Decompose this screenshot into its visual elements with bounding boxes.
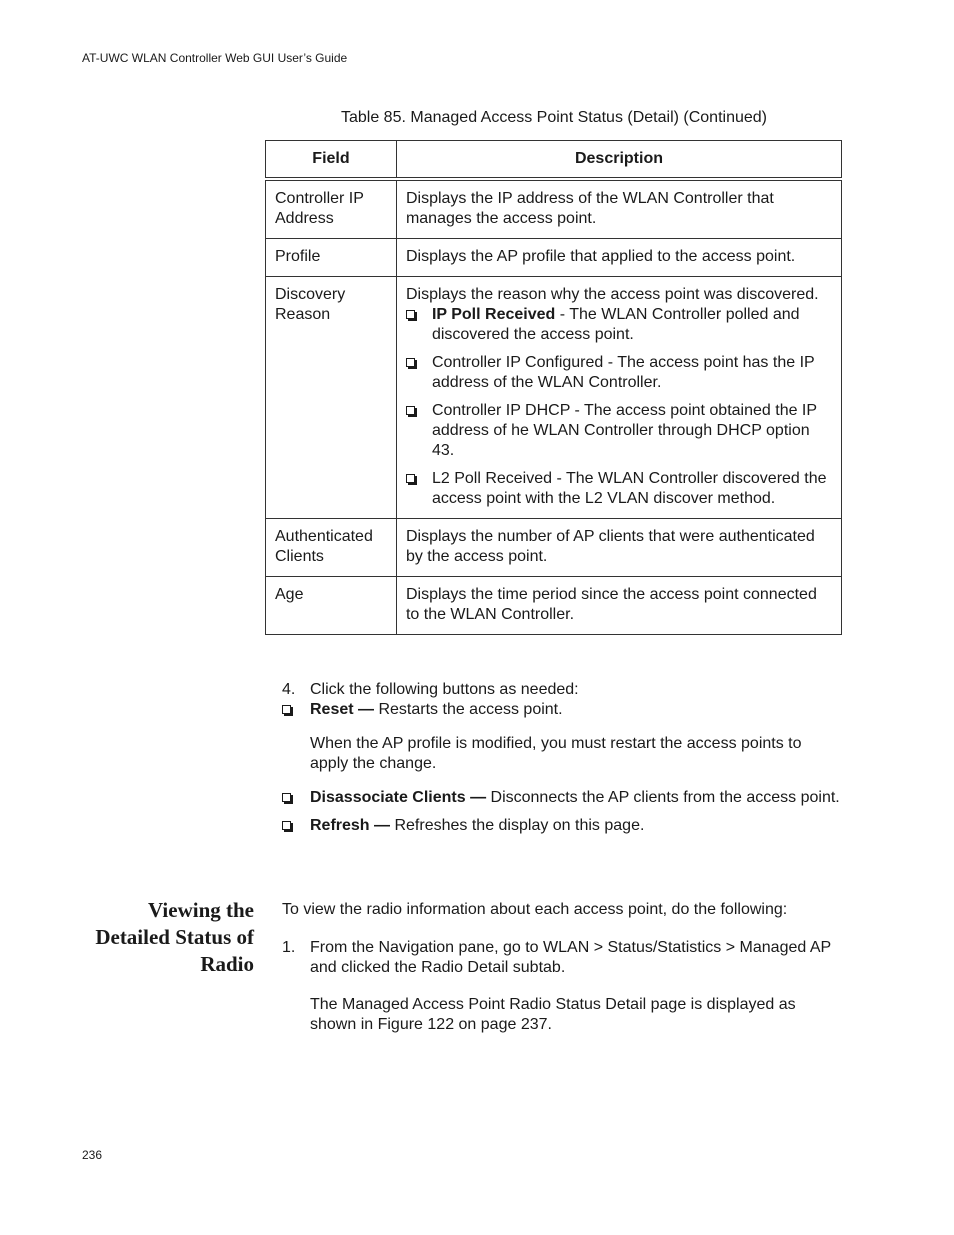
item-text: - The WLAN Controller polled and discovered the access point. [431,306,800,343]
status-table [265,140,842,635]
list-item [282,816,842,836]
button-name: Refresh — [310,817,391,834]
item-bold: IP Poll Received [431,306,556,323]
description-cell: Displays the time period since the access point connected to the WLAN Controller. [396,577,841,635]
step-text: From the Navigation pane, go to WLAN > Status/Statistics > Managed AP and clicked the Radio Detail subtab. [310,939,831,976]
table-row [266,577,842,635]
step-number: 1. [282,939,296,956]
list-item [406,353,832,393]
button-name: Disassociate Clients — [310,789,487,806]
button-description: Disconnects the AP clients from the access point. [486,789,840,806]
square-bullet-icon [406,358,415,367]
square-bullet-icon [406,406,415,415]
table-header-row [266,141,842,180]
list-item [406,305,832,345]
item-text: Controller IP DHCP - The access point obtained the IP address of he WLAN Controller through DHCP option 43. [431,402,817,459]
square-bullet-icon [406,310,415,319]
section-body [282,900,842,1035]
list-item [406,401,832,461]
step-result: The Managed Access Point Radio Status Detail page is displayed as shown in Figure 122 on page 237. [310,996,796,1033]
column-header-description: Description [396,141,841,180]
item-text: Controller IP Configured - The access point has the IP address of the WLAN Controller. [431,354,815,391]
table-row [266,239,842,277]
table-row [266,179,842,239]
column-header-field: Field [266,141,397,180]
table-row [266,519,842,577]
section-heading: Viewing the Detailed Status of Radio [95,898,254,976]
square-bullet-icon [282,793,291,802]
description-cell: Displays the IP address of the WLAN Controller that manages the access point. [396,179,841,239]
field-cell: Age [266,577,397,635]
running-header: AT-UWC WLAN Controller Web GUI User’s Guide [82,51,348,65]
description-cell: Displays the AP profile that applied to the access point. [396,239,841,277]
square-bullet-icon [406,474,415,483]
field-cell: Authenticated Clients [266,519,397,577]
list-item [282,788,842,808]
description-text: Displays the reason why the access point was discovered. [405,286,819,303]
field-cell: Controller IP Address [266,179,397,239]
page-number: 236 [82,1148,103,1162]
button-description: Restarts the access point. [374,701,563,718]
field-cell: Discovery Reason [266,277,397,519]
description-cell [396,277,841,519]
table-caption: Table 85. Managed Access Point Status (Detail) (Continued) [340,109,767,126]
button-name: Reset — [310,701,375,718]
button-list [282,700,842,836]
discovery-reason-list [406,305,832,509]
list-item [282,700,842,774]
step-4 [282,680,842,844]
button-description: Refreshes the display on this page. [390,817,645,834]
field-cell: Profile [266,239,397,277]
section-intro: To view the radio information about each access point, do the following: [282,901,788,918]
description-cell: Displays the number of AP clients that were authenticated by the access point. [396,519,841,577]
table-row [266,277,842,519]
step-number: 4. [282,681,296,698]
step-1 [282,938,842,1035]
item-text: L2 Poll Received - The WLAN Controller discovered the access point with the L2 VLAN discover method. [431,470,827,507]
step-text: Click the following buttons as needed: [310,681,579,698]
square-bullet-icon [282,821,291,830]
reset-note: When the AP profile is modified, you must restart the access points to apply the change. [310,735,802,772]
square-bullet-icon [282,705,291,714]
list-item [406,469,832,509]
